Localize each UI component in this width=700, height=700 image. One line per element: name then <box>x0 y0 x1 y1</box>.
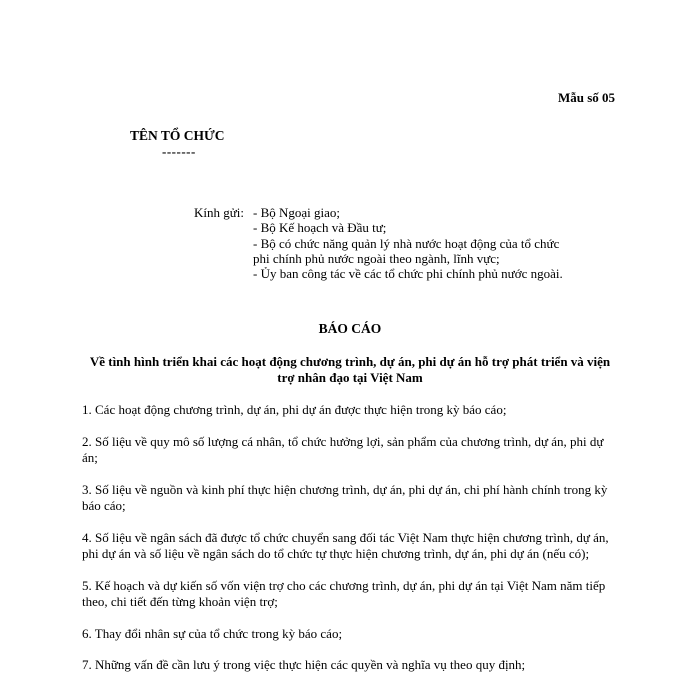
report-title: BÁO CÁO <box>318 321 382 336</box>
recipients-label: Kính gửi: <box>194 205 245 220</box>
report-item: 5. Kế hoạch và dự kiến số vốn viện trợ cho các chương trình, dự án, phi dự án tại Việt Nam năm tiếp theo, chi tiết đến từng khoản viện trợ; <box>82 577 606 609</box>
report-item: 7. Những vấn đề cần lưu ý trong việc thực hiện các quyền và nghĩa vụ theo quy định; <box>82 657 526 672</box>
report-item: 1. Các hoạt động chương trình, dự án, phi dự án được thực hiện trong kỳ báo cáo; <box>82 402 507 417</box>
form-number: Mẫu số 05 <box>558 90 616 105</box>
recipient-item: - Ủy ban công tác về các tổ chức phi chính phủ nước ngoài. <box>253 266 563 282</box>
recipient-item: phi chính phủ nước ngoài theo ngành, lĩnh vực; <box>253 250 500 266</box>
report-item: 2. Số liệu về quy mô số lượng cá nhân, tổ chức hưởng lợi, sản phẩm của chương trình, dự án, phi dự án; <box>82 433 604 465</box>
report-item: 4. Số liệu về ngân sách đã được tổ chức chuyển sang đối tác Việt Nam thực hiện chương trình, dự án, phi dự án và số liệu về ngân sách do tổ chức tự thực hiện chương trình, dự án, phi dự án (nếu có); <box>82 529 609 561</box>
organization-name: TÊN TỔ CHỨC <box>130 128 225 143</box>
recipients-list <box>253 205 563 281</box>
report-item: 6. Thay đổi nhân sự của tổ chức trong kỳ báo cáo; <box>82 625 343 641</box>
recipient-item: - Bộ có chức năng quản lý nhà nước hoạt động của tổ chức <box>253 235 560 251</box>
report-items <box>82 402 622 689</box>
organization-separator: ------- <box>162 144 196 159</box>
recipient-item: - Bộ Kế hoạch và Đầu tư; <box>253 220 387 236</box>
report-item: 3. Số liệu về nguồn và kinh phí thực hiện chương trình, dự án, phi dự án, chi phí hành chính trong kỳ báo cáo; <box>82 481 608 513</box>
recipient-item: - Bộ Ngoại giao; <box>253 205 341 220</box>
report-subtitle: Về tình hình triển khai các hoạt động chương trình, dự án, phi dự án hỗ trợ phát triển và viện trợ nhân đạo tại Việt Nam <box>89 354 611 385</box>
